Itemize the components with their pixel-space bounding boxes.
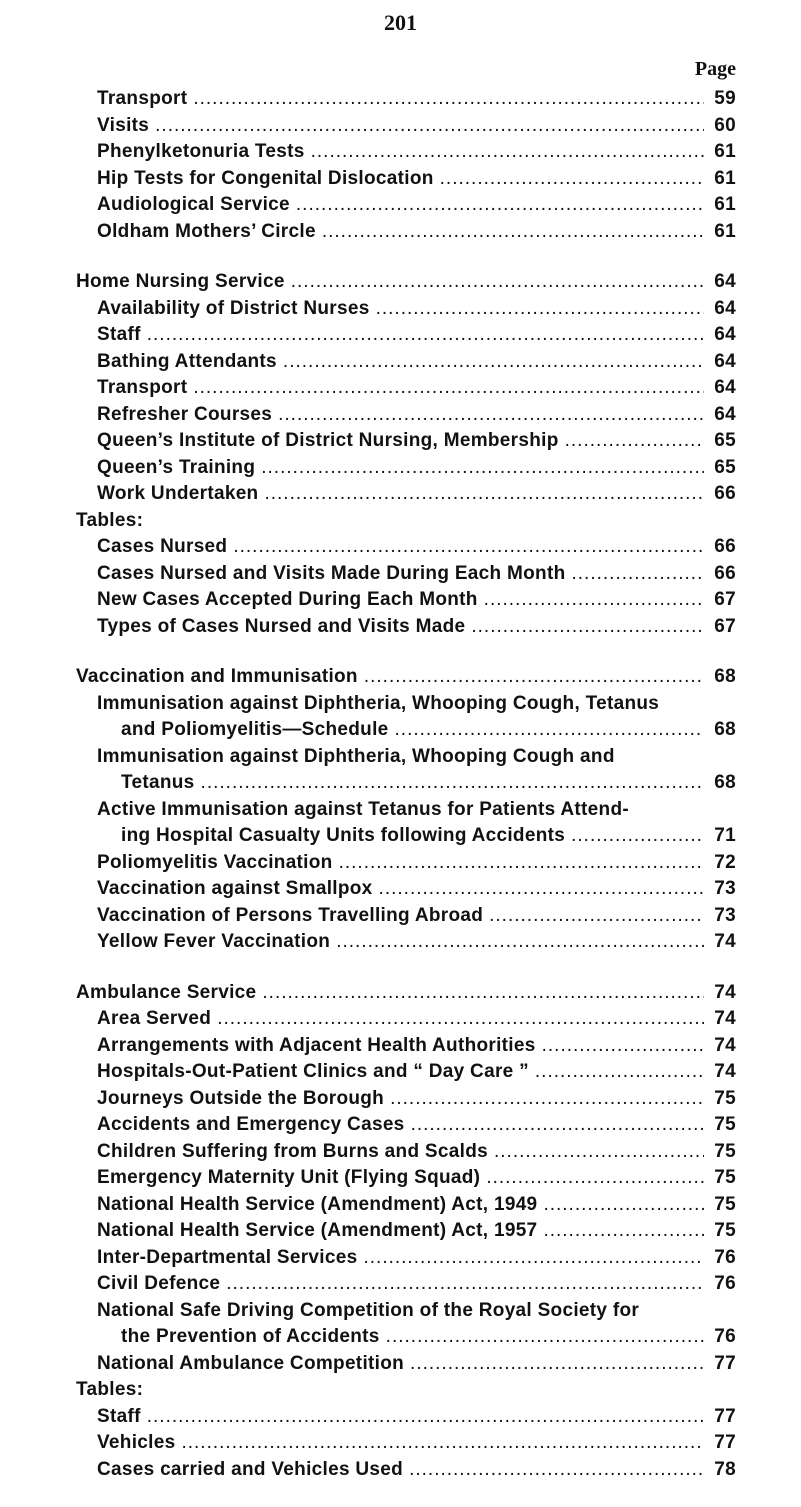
toc-entry-title: ing Hospital Casualty Units following Accidents — [121, 825, 566, 846]
toc-entry-title: Active Immunisation against Tetanus for Patients Attend- — [97, 798, 629, 820]
toc-entry — [76, 1324, 736, 1351]
toc-entry-title: Oldham Mothers’ Circle — [97, 220, 316, 242]
toc-entry — [76, 876, 736, 903]
toc-entry-page: 61 — [714, 167, 736, 189]
toc-entry-page: 77 — [714, 1405, 736, 1427]
toc-entry-page: 61 — [714, 220, 736, 242]
toc-entry-title: Staff — [97, 1405, 141, 1427]
toc-entry — [76, 691, 736, 718]
toc-entry-title: Children Suffering from Burns and Scalds — [97, 1140, 488, 1162]
toc-entry — [76, 1457, 736, 1484]
toc-entry-page: 65 — [714, 456, 736, 478]
leader-dots — [291, 269, 704, 296]
toc-entry-page: 75 — [714, 1140, 736, 1162]
toc-entry-title: Vaccination and Immunisation — [76, 666, 358, 687]
toc-entry-title: Types of Cases Nursed and Visits Made — [97, 615, 466, 637]
toc-entry-page: 71 — [714, 825, 736, 846]
toc-entry-page: 75 — [714, 1193, 736, 1215]
leader-dots — [233, 534, 704, 561]
toc-entry-title: National Safe Driving Competition of the Royal Society for — [97, 1299, 640, 1321]
toc-entry — [76, 1086, 736, 1113]
toc-entry-title: Hip Tests for Congenital Dislocation — [97, 167, 434, 189]
leader-dots — [193, 375, 704, 402]
table-of-contents — [76, 86, 736, 1507]
toc-entry — [76, 1298, 736, 1325]
leader-dots — [409, 1457, 704, 1484]
toc-entry-title: Immunisation against Diphtheria, Whooping Cough and — [97, 745, 615, 767]
toc-entry-page: 74 — [714, 1061, 736, 1082]
leader-dots — [311, 139, 704, 166]
leader-dots — [571, 823, 704, 850]
toc-entry-title: Home Nursing Service — [76, 271, 285, 292]
toc-entry — [76, 1245, 736, 1272]
leader-dots — [296, 192, 704, 219]
toc-entry — [76, 903, 736, 930]
toc-entry-title: Tables: — [76, 1379, 144, 1400]
toc-entry-title: Cases Nursed — [97, 536, 228, 557]
toc-entry — [76, 349, 736, 376]
toc-entry-page: 61 — [714, 194, 736, 215]
toc-entry — [76, 1033, 736, 1060]
toc-entry — [76, 929, 736, 956]
toc-entry — [76, 219, 736, 246]
page-column-label: Page — [694, 58, 736, 80]
toc-entry-title: Audiological Service — [97, 194, 290, 215]
leader-dots — [217, 1006, 704, 1033]
toc-entry-page: 75 — [714, 1087, 736, 1109]
toc-heading-entry — [76, 269, 736, 296]
toc-entry — [76, 375, 736, 402]
leader-dots — [410, 1351, 704, 1378]
toc-entry-title: Poliomyelitis Vaccination — [97, 851, 333, 873]
toc-entry-title: Staff — [97, 324, 141, 345]
toc-entry — [76, 1139, 736, 1166]
leader-dots — [226, 1271, 704, 1298]
leader-dots — [278, 402, 704, 429]
toc-entry-title: Phenylketonuria Tests — [97, 141, 305, 162]
leader-dots — [542, 1033, 704, 1060]
toc-entry — [76, 614, 736, 641]
toc-entry-page: 74 — [714, 1034, 736, 1056]
leader-dots — [262, 980, 704, 1007]
toc-entry-page: 78 — [714, 1458, 736, 1480]
toc-entry-page: 76 — [714, 1326, 736, 1347]
toc-entry-page: 68 — [714, 719, 736, 740]
toc-entry-page: 75 — [714, 1114, 736, 1135]
toc-entry-title: Refresher Courses — [97, 403, 273, 425]
toc-entry-page: 64 — [714, 377, 736, 398]
toc-entry — [76, 797, 736, 824]
toc-entry-title: Journeys Outside the Borough — [97, 1087, 385, 1109]
toc-entry — [76, 1430, 736, 1457]
toc-entry-page: 68 — [714, 666, 736, 687]
toc-entry-title: Vaccination of Persons Travelling Abroad — [97, 904, 484, 926]
toc-entry — [76, 1271, 736, 1298]
leader-dots — [565, 428, 704, 455]
toc-heading-entry — [76, 664, 736, 691]
toc-entry-title: Transport — [97, 377, 188, 398]
leader-dots — [193, 86, 704, 113]
toc-entry — [76, 1218, 736, 1245]
toc-entry-title: National Health Service (Amendment) Act, 1949 — [97, 1193, 538, 1215]
toc-entry-title: Cases carried and Vehicles Used — [97, 1458, 404, 1480]
leader-dots — [181, 1430, 704, 1457]
toc-entry — [76, 823, 736, 850]
toc-entry-page: 59 — [714, 88, 736, 109]
leader-dots — [376, 296, 704, 323]
toc-entry-page: 76 — [714, 1246, 736, 1268]
toc-entry-title: Tables: — [76, 509, 144, 531]
toc-entry — [76, 744, 736, 771]
toc-entry — [76, 1351, 736, 1378]
toc-entry-title: Queen’s Institute of District Nursing, Membership — [97, 430, 559, 451]
leader-dots — [486, 1165, 704, 1192]
leader-dots — [339, 850, 704, 877]
toc-entry-page: 74 — [714, 981, 736, 1003]
toc-entry-page: 66 — [714, 483, 736, 504]
toc-entry — [76, 1059, 736, 1086]
toc-entry — [76, 322, 736, 349]
toc-entry-title: National Ambulance Competition — [97, 1352, 405, 1374]
toc-entry — [76, 1006, 736, 1033]
leader-dots — [155, 113, 704, 140]
toc-entry-page: 64 — [714, 403, 736, 425]
toc-entry-page: 72 — [714, 851, 736, 873]
toc-entry-title: Emergency Maternity Unit (Flying Squad) — [97, 1167, 481, 1188]
toc-group-label — [76, 1377, 736, 1404]
toc-entry — [76, 192, 736, 219]
toc-entry-page: 75 — [714, 1167, 736, 1188]
toc-entry — [76, 296, 736, 323]
toc-entry-title: Cases Nursed and Visits Made During Each Month — [97, 562, 566, 584]
leader-dots — [264, 481, 704, 508]
toc-entry — [76, 561, 736, 588]
leader-dots — [322, 219, 704, 246]
leader-dots — [471, 614, 704, 641]
toc-entry — [76, 1192, 736, 1219]
leader-dots — [489, 903, 704, 930]
toc-entry-title: the Prevention of Accidents — [121, 1326, 380, 1347]
toc-entry-title: Immunisation against Diphtheria, Whooping Cough, Tetanus — [97, 692, 660, 714]
toc-entry-page: 68 — [714, 772, 736, 793]
toc-entry — [76, 455, 736, 482]
toc-entry-title: New Cases Accepted During Each Month — [97, 589, 478, 610]
page-number: 201 — [384, 10, 417, 35]
toc-entry-title: Queen’s Training — [97, 456, 256, 478]
toc-entry — [76, 139, 736, 166]
toc-section — [76, 269, 736, 640]
leader-dots — [390, 1086, 704, 1113]
leader-dots — [411, 1112, 704, 1139]
leader-dots — [363, 1245, 704, 1272]
toc-entry — [76, 113, 736, 140]
toc-entry-title: Bathing Attendants — [97, 350, 277, 372]
toc-entry-page: 77 — [714, 1432, 736, 1453]
leader-dots — [364, 664, 704, 691]
leader-dots — [395, 717, 704, 744]
toc-entry-page: 65 — [714, 430, 736, 451]
toc-entry — [76, 166, 736, 193]
toc-entry — [76, 587, 736, 614]
toc-entry-page: 64 — [714, 350, 736, 372]
toc-entry-page: 67 — [714, 589, 736, 610]
leader-dots — [543, 1192, 704, 1219]
toc-entry-title: Tetanus — [121, 772, 195, 793]
leader-dots — [147, 1404, 704, 1431]
toc-group-label — [76, 508, 736, 535]
toc-entry — [76, 1404, 736, 1431]
toc-entry-page: 73 — [714, 878, 736, 899]
leader-dots — [336, 929, 704, 956]
toc-entry-title: and Poliomyelitis—Schedule — [121, 719, 389, 740]
toc-entry — [76, 850, 736, 877]
toc-entry-title: Arrangements with Adjacent Health Authorities — [97, 1034, 536, 1056]
leader-dots — [543, 1218, 704, 1245]
toc-entry-page: 73 — [714, 904, 736, 926]
toc-entry — [76, 770, 736, 797]
toc-entry — [76, 402, 736, 429]
toc-entry — [76, 86, 736, 113]
leader-dots — [484, 587, 704, 614]
toc-entry-title: Transport — [97, 88, 188, 109]
toc-entry-page: 74 — [714, 931, 736, 952]
toc-section — [76, 86, 736, 245]
toc-entry — [76, 534, 736, 561]
leader-dots — [494, 1139, 704, 1166]
toc-entry — [76, 717, 736, 744]
toc-section — [76, 664, 736, 956]
leader-dots — [440, 166, 704, 193]
toc-entry — [76, 1112, 736, 1139]
toc-entry-title: Hospitals-Out-Patient Clinics and “ Day Care ” — [97, 1061, 529, 1082]
toc-entry-page: 76 — [714, 1273, 736, 1294]
toc-entry-page: 66 — [714, 562, 736, 584]
leader-dots — [379, 876, 704, 903]
leader-dots — [147, 322, 704, 349]
toc-heading-entry — [76, 980, 736, 1007]
toc-entry-page: 67 — [714, 615, 736, 637]
toc-entry — [76, 428, 736, 455]
leader-dots — [535, 1059, 704, 1086]
toc-entry-title: Work Undertaken — [97, 483, 259, 504]
toc-section — [76, 980, 736, 1484]
toc-entry-title: National Health Service (Amendment) Act, 1957 — [97, 1220, 538, 1241]
toc-entry-title: Area Served — [97, 1008, 212, 1029]
toc-entry-page: 64 — [714, 324, 736, 345]
toc-entry-page: 64 — [714, 271, 736, 292]
toc-entry-page: 77 — [714, 1352, 736, 1374]
toc-entry-page: 74 — [714, 1008, 736, 1029]
toc-entry-title: Ambulance Service — [76, 981, 257, 1003]
leader-dots — [572, 561, 705, 588]
leader-dots — [386, 1324, 704, 1351]
leader-dots — [283, 349, 704, 376]
toc-entry-page: 75 — [714, 1220, 736, 1241]
toc-entry-title: Accidents and Emergency Cases — [97, 1114, 405, 1135]
toc-entry-page: 61 — [714, 141, 736, 162]
toc-entry-page: 60 — [714, 114, 736, 136]
toc-entry — [76, 1165, 736, 1192]
toc-entry-page: 66 — [714, 536, 736, 557]
toc-entry — [76, 481, 736, 508]
toc-entry-title: Civil Defence — [97, 1273, 221, 1294]
leader-dots — [201, 770, 704, 797]
toc-entry-title: Vehicles — [97, 1432, 176, 1453]
toc-entry-page: 64 — [714, 297, 736, 319]
leader-dots — [261, 455, 704, 482]
toc-entry-title: Availability of District Nurses — [97, 297, 370, 319]
toc-entry-title: Visits — [97, 114, 150, 136]
toc-entry-title: Vaccination against Smallpox — [97, 878, 373, 899]
toc-entry-title: Inter-Departmental Services — [97, 1246, 358, 1268]
toc-entry-title: Yellow Fever Vaccination — [97, 931, 331, 952]
